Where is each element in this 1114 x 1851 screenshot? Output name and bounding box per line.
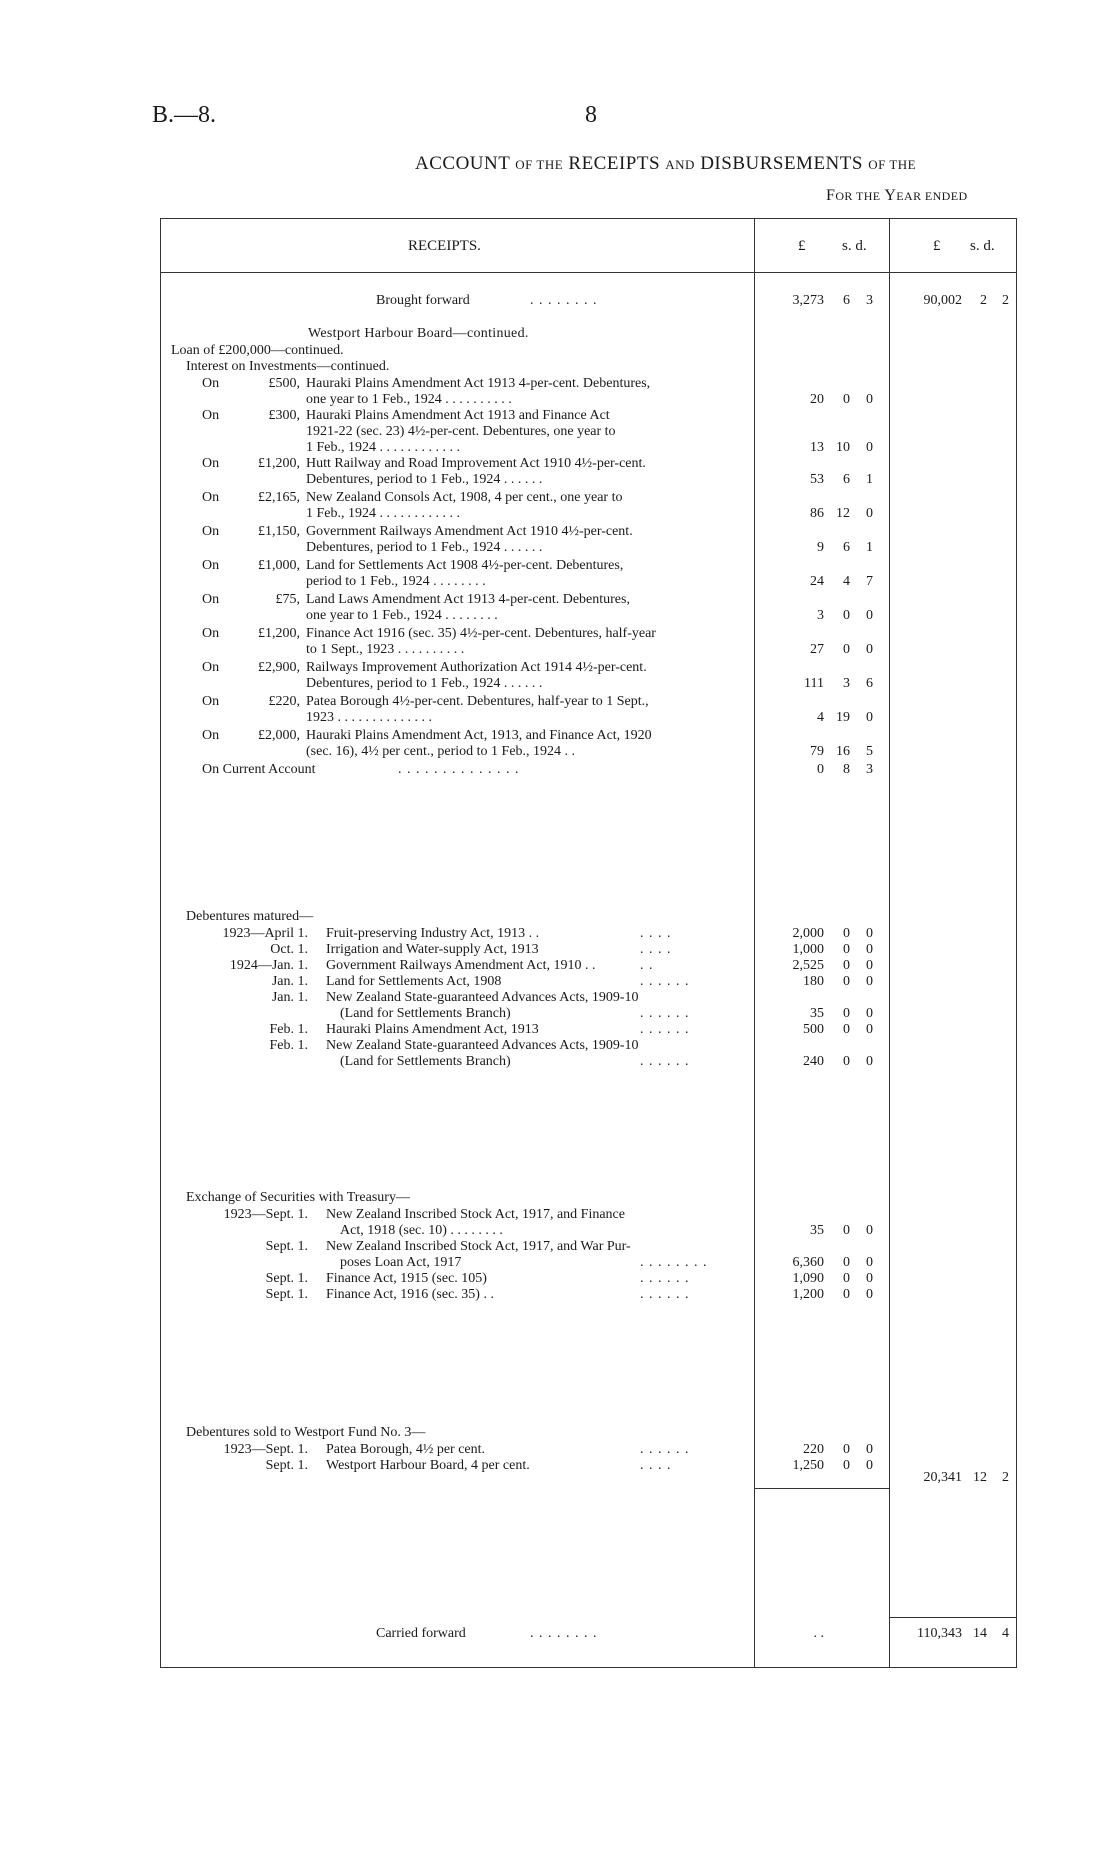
shillings: 0 xyxy=(843,1223,850,1238)
shillings: 0 xyxy=(843,1054,850,1069)
pounds: 6,360 xyxy=(792,1255,824,1270)
item-amount: £2,165, xyxy=(258,490,300,505)
shillings: 4 xyxy=(843,574,850,589)
item-description: 1921-22 (sec. 23) 4½-per-cent. Debentures, one year to xyxy=(306,424,616,439)
sold-heading: Debentures sold to Westport Fund No. 3— xyxy=(186,1425,426,1440)
pounds: 2,000 xyxy=(792,926,824,941)
item-prefix: On xyxy=(202,490,220,505)
subtitle-part: F xyxy=(826,187,836,204)
ledger-line xyxy=(0,1442,1114,1458)
item-amount: £1,200, xyxy=(258,626,300,641)
item-prefix: On xyxy=(202,524,220,539)
ledger-line xyxy=(0,974,1114,990)
item-description: Finance Act 1916 (sec. 35) 4½-per-cent. Debentures, half-year xyxy=(306,626,656,641)
item-date: 1923—Sept. 1. xyxy=(223,1442,308,1457)
interest-item-line xyxy=(0,626,1114,642)
leader-dots: . . . . . . xyxy=(640,1022,690,1037)
item-date: Oct. 1. xyxy=(270,942,308,957)
item-amount: £1,000, xyxy=(258,558,300,573)
pence: 0 xyxy=(866,392,873,407)
item-description: (Land for Settlements Branch) xyxy=(340,1006,511,1021)
interest-item-line xyxy=(0,728,1114,744)
empty-marker: . . xyxy=(813,1626,824,1641)
table-bottom-rule xyxy=(160,1667,1016,1668)
item-description: Land for Settlements Act 1908 4½-per-cent. Debentures, xyxy=(306,558,624,573)
ledger-line xyxy=(0,1022,1114,1038)
current-account-row xyxy=(0,762,1114,778)
item-description: Land Laws Amendment Act 1913 4-per-cent. Debentures, xyxy=(306,592,630,607)
pounds: 24 xyxy=(810,574,824,589)
shillings: 2 xyxy=(980,293,987,308)
item-description: Government Railways Amendment Act, 1910 . . xyxy=(326,958,596,973)
shillings-pence-header: s. d. xyxy=(970,238,995,254)
pounds: 90,002 xyxy=(923,293,962,308)
interest-item-line xyxy=(0,506,1114,522)
shillings: 8 xyxy=(843,762,850,777)
loan-heading: Loan of £200,000—continued. xyxy=(171,343,344,358)
item-description: Debentures, period to 1 Feb., 1924 . . . . . . xyxy=(306,676,543,691)
interest-item-line xyxy=(0,490,1114,506)
pounds: 13 xyxy=(810,440,824,455)
item-amount: £220, xyxy=(268,694,300,709)
pounds: 240 xyxy=(803,1054,824,1069)
pence: 0 xyxy=(866,440,873,455)
pounds: 27 xyxy=(810,642,824,657)
account-subtitle xyxy=(826,187,968,205)
leader-dots: . . . . . . . . . . . . . . xyxy=(398,762,520,777)
debentures-matured-heading: Debentures matured— xyxy=(186,909,314,924)
interest-item-line xyxy=(0,660,1114,676)
item-description: Land for Settlements Act, 1908 xyxy=(326,974,502,989)
item-date: Feb. 1. xyxy=(269,1022,308,1037)
account-title xyxy=(415,153,916,175)
ledger-line xyxy=(0,1239,1114,1255)
pence: 0 xyxy=(866,1458,873,1473)
pence: 0 xyxy=(866,926,873,941)
subtitle-part: Y xyxy=(884,187,897,204)
exchange-heading: Exchange of Securities with Treasury— xyxy=(186,1190,410,1205)
leader-dots: . . . . . . xyxy=(640,1054,690,1069)
shillings: 6 xyxy=(843,472,850,487)
item-description: one year to 1 Feb., 1924 . . . . . . . . . . xyxy=(306,392,512,407)
section-heading: Westport Harbour Board—continued. xyxy=(308,326,529,341)
pence: 0 xyxy=(866,1287,873,1302)
item-prefix: On xyxy=(202,626,220,641)
item-description: Debentures, period to 1 Feb., 1924 . . . . . . xyxy=(306,472,543,487)
item-description: New Zealand Inscribed Stock Act, 1917, and War Pur- xyxy=(326,1239,631,1254)
ledger-line xyxy=(0,990,1114,1006)
item-description: Hauraki Plains Amendment Act, 1913, and Finance Act, 1920 xyxy=(306,728,652,743)
interest-item-line xyxy=(0,472,1114,488)
pounds: 1,250 xyxy=(792,1458,824,1473)
item-description: period to 1 Feb., 1924 . . . . . . . . xyxy=(306,574,486,589)
subtitle-part: OR THE xyxy=(835,189,881,203)
item-description: Hauraki Plains Amendment Act 1913 and Finance Act xyxy=(306,408,610,423)
item-date: 1923—April 1. xyxy=(222,926,308,941)
item-amount: £500, xyxy=(268,376,300,391)
item-date: Sept. 1. xyxy=(265,1458,308,1473)
ledger-line xyxy=(0,1054,1114,1070)
item-description: 1 Feb., 1924 . . . . . . . . . . . . xyxy=(306,440,460,455)
shillings: 12 xyxy=(836,506,850,521)
interest-item-line xyxy=(0,440,1114,456)
item-prefix: On xyxy=(202,408,220,423)
pence: 0 xyxy=(866,642,873,657)
pounds: 86 xyxy=(810,506,824,521)
item-amount: £2,900, xyxy=(258,660,300,675)
pence: 5 xyxy=(866,744,873,759)
pence: 0 xyxy=(866,1022,873,1037)
shillings: 10 xyxy=(836,440,850,455)
row-label: Brought forward xyxy=(376,293,470,308)
shillings: 0 xyxy=(843,1006,850,1021)
pence: 0 xyxy=(866,506,873,521)
pence: 0 xyxy=(866,1255,873,1270)
pounds: 110,343 xyxy=(917,1626,962,1641)
pounds: 20,341 xyxy=(923,1470,962,1485)
pounds: 53 xyxy=(810,472,824,487)
item-description: New Zealand State-guaranteed Advances Acts, 1909-10 xyxy=(326,990,639,1005)
ledger-line xyxy=(0,1287,1114,1303)
item-prefix: On xyxy=(202,376,220,391)
shillings: 0 xyxy=(843,1022,850,1037)
pounds: 220 xyxy=(803,1442,824,1457)
item-description: Westport Harbour Board, 4 per cent. xyxy=(326,1458,530,1473)
item-description: Finance Act, 1916 (sec. 35) . . xyxy=(326,1287,494,1302)
interest-item-line xyxy=(0,574,1114,590)
ledger-line xyxy=(0,1255,1114,1271)
pounds: 3,273 xyxy=(792,293,824,308)
title-word: DISBURSEMENTS xyxy=(700,153,863,174)
header-bottom-rule xyxy=(160,272,1016,273)
pence: 3 xyxy=(866,762,873,777)
ledger-line xyxy=(0,942,1114,958)
shillings: 0 xyxy=(843,974,850,989)
interest-item-line xyxy=(0,642,1114,658)
pounds: 9 xyxy=(817,540,824,555)
receipts-header: RECEIPTS. xyxy=(408,238,481,254)
shillings: 0 xyxy=(843,1458,850,1473)
page-number: 8 xyxy=(585,102,597,128)
pound-header: £ xyxy=(798,238,806,254)
ledger-line xyxy=(0,1038,1114,1054)
pounds: 1,000 xyxy=(792,942,824,957)
title-word: ACCOUNT xyxy=(415,153,510,174)
interest-item-line xyxy=(0,456,1114,472)
item-amount: £300, xyxy=(268,408,300,423)
pence: 2 xyxy=(1002,1470,1009,1485)
pounds: 3 xyxy=(817,608,824,623)
shillings: 12 xyxy=(973,1470,987,1485)
pounds: 20 xyxy=(810,392,824,407)
leader-dots: . . . . . . xyxy=(640,1442,690,1457)
pence: 0 xyxy=(866,942,873,957)
pence: 0 xyxy=(866,608,873,623)
item-date: 1924—Jan. 1. xyxy=(229,958,308,973)
shillings: 0 xyxy=(843,942,850,957)
pence: 0 xyxy=(866,710,873,725)
pounds: 35 xyxy=(810,1223,824,1238)
item-description: Railways Improvement Authorization Act 1914 4½-per-cent. xyxy=(306,660,647,675)
item-amount: £2,000, xyxy=(258,728,300,743)
table-top-rule xyxy=(160,218,1016,219)
shillings: 0 xyxy=(843,958,850,973)
interest-item-line xyxy=(0,694,1114,710)
interest-item-line xyxy=(0,424,1114,440)
shillings: 0 xyxy=(843,1287,850,1302)
shillings: 16 xyxy=(836,744,850,759)
pound-header: £ xyxy=(933,238,941,254)
interest-item-line xyxy=(0,676,1114,692)
item-description: Debentures, period to 1 Feb., 1924 . . . . . . xyxy=(306,540,543,555)
pence: 0 xyxy=(866,1006,873,1021)
interest-heading: Interest on Investments—continued. xyxy=(186,359,390,374)
shillings-pence-header: s. d. xyxy=(842,238,867,254)
item-description: Hauraki Plains Amendment Act 1913 4-per-cent. Debentures, xyxy=(306,376,651,391)
interest-item-line xyxy=(0,710,1114,726)
pounds: 0 xyxy=(817,762,824,777)
item-description: Hauraki Plains Amendment Act, 1913 xyxy=(326,1022,539,1037)
item-description: 1 Feb., 1924 . . . . . . . . . . . . xyxy=(306,506,460,521)
pounds: 4 xyxy=(817,710,824,725)
shillings: 0 xyxy=(843,1271,850,1286)
item-description: Government Railways Amendment Act 1910 4½-per-cent. xyxy=(306,524,633,539)
interest-item-line xyxy=(0,744,1114,760)
pounds: 180 xyxy=(803,974,824,989)
shillings: 3 xyxy=(843,676,850,691)
item-date: Sept. 1. xyxy=(265,1271,308,1286)
shillings: 6 xyxy=(843,540,850,555)
shillings: 19 xyxy=(836,710,850,725)
interest-item-line xyxy=(0,592,1114,608)
ledger-line xyxy=(0,1207,1114,1223)
shillings: 14 xyxy=(973,1626,987,1641)
brought-forward-row xyxy=(0,293,1114,309)
page-reference: B.—8. xyxy=(152,102,217,128)
pounds: 1,200 xyxy=(792,1287,824,1302)
carried-forward-row xyxy=(0,1626,1114,1642)
item-description: Act, 1918 (sec. 10) . . . . . . . . xyxy=(340,1223,503,1238)
ledger-line xyxy=(0,926,1114,942)
interest-item-line xyxy=(0,558,1114,574)
ledger-line xyxy=(0,958,1114,974)
item-date: Sept. 1. xyxy=(265,1239,308,1254)
item-prefix: On xyxy=(202,728,220,743)
row-label: On Current Account xyxy=(202,762,316,777)
pence: 0 xyxy=(866,1223,873,1238)
item-amount: £75, xyxy=(275,592,300,607)
pence: 4 xyxy=(1002,1626,1009,1641)
item-description: Finance Act, 1915 (sec. 105) xyxy=(326,1271,487,1286)
pence: 0 xyxy=(866,958,873,973)
pounds: 2,525 xyxy=(792,958,824,973)
item-description: New Zealand State-guaranteed Advances Acts, 1909-10 xyxy=(326,1038,639,1053)
row-label: Carried forward xyxy=(376,1626,466,1641)
title-word: AND xyxy=(665,157,695,172)
leader-dots: . . . . . . xyxy=(640,1006,690,1021)
leader-dots: . . . . xyxy=(640,926,672,941)
interest-item-line xyxy=(0,376,1114,392)
item-description: (sec. 16), 4½ per cent., period to 1 Feb., 1924 . . xyxy=(306,744,576,759)
shillings: 0 xyxy=(843,1442,850,1457)
pence: 0 xyxy=(866,974,873,989)
leader-dots: . . . . . . xyxy=(640,1271,690,1286)
item-description: poses Loan Act, 1917 xyxy=(340,1255,462,1270)
item-amount: £1,200, xyxy=(258,456,300,471)
shillings: 0 xyxy=(843,926,850,941)
item-prefix: On xyxy=(202,558,220,573)
pence: 0 xyxy=(866,1442,873,1457)
interest-item-line xyxy=(0,408,1114,424)
ledger-line xyxy=(0,1271,1114,1287)
pounds: 111 xyxy=(804,676,824,691)
interest-item-line xyxy=(0,524,1114,540)
item-date: Jan. 1. xyxy=(271,974,308,989)
interest-item-line xyxy=(0,608,1114,624)
title-word: OF THE xyxy=(868,157,917,172)
pounds: 35 xyxy=(810,1006,824,1021)
leader-dots: . . . . xyxy=(640,1458,672,1473)
interest-item-line xyxy=(0,540,1114,556)
leader-dots: . . xyxy=(640,958,654,973)
leader-dots: . . . . . . . . xyxy=(530,293,598,308)
ledger-line xyxy=(0,1006,1114,1022)
leader-dots: . . . . . . xyxy=(640,1287,690,1302)
item-date: Sept. 1. xyxy=(265,1287,308,1302)
item-description: Patea Borough, 4½ per cent. xyxy=(326,1442,486,1457)
item-prefix: On xyxy=(202,592,220,607)
item-description: one year to 1 Feb., 1924 . . . . . . . . xyxy=(306,608,498,623)
leader-dots: . . . . . . . . xyxy=(640,1255,708,1270)
total-rule xyxy=(889,1617,1016,1618)
title-word: RECEIPTS xyxy=(568,153,661,174)
sold-total-row xyxy=(0,1470,1114,1486)
item-date: Feb. 1. xyxy=(269,1038,308,1053)
leader-dots: . . . . xyxy=(640,942,672,957)
item-description: Irrigation and Water-supply Act, 1913 xyxy=(326,942,539,957)
item-description: (Land for Settlements Branch) xyxy=(340,1054,511,1069)
subtotal-rule xyxy=(754,1488,889,1489)
item-amount: £1,150, xyxy=(258,524,300,539)
pence: 1 xyxy=(866,472,873,487)
shillings: 6 xyxy=(843,293,850,308)
pence: 7 xyxy=(866,574,873,589)
item-description: Fruit-preserving Industry Act, 1913 . . xyxy=(326,926,540,941)
pence: 1 xyxy=(866,540,873,555)
pence: 2 xyxy=(1002,293,1009,308)
shillings: 0 xyxy=(843,392,850,407)
shillings: 0 xyxy=(843,608,850,623)
item-prefix: On xyxy=(202,456,220,471)
item-description: Hutt Railway and Road Improvement Act 1910 4½-per-cent. xyxy=(306,456,646,471)
shillings: 0 xyxy=(843,1255,850,1270)
item-description: 1923 . . . . . . . . . . . . . . xyxy=(306,710,432,725)
pence: 3 xyxy=(866,293,873,308)
pence: 0 xyxy=(866,1271,873,1286)
item-date: 1923—Sept. 1. xyxy=(223,1207,308,1222)
pounds: 500 xyxy=(803,1022,824,1037)
item-description: to 1 Sept., 1923 . . . . . . . . . . xyxy=(306,642,465,657)
item-description: New Zealand Inscribed Stock Act, 1917, and Finance xyxy=(326,1207,625,1222)
pounds: 1,090 xyxy=(792,1271,824,1286)
title-word: OF THE xyxy=(515,157,564,172)
ledger-line xyxy=(0,1223,1114,1239)
item-prefix: On xyxy=(202,660,220,675)
shillings: 0 xyxy=(843,642,850,657)
pence: 6 xyxy=(866,676,873,691)
item-description: New Zealand Consols Act, 1908, 4 per cent., one year to xyxy=(306,490,623,505)
pence: 0 xyxy=(866,1054,873,1069)
item-date: Jan. 1. xyxy=(271,990,308,1005)
interest-item-line xyxy=(0,392,1114,408)
item-description: Patea Borough 4½-per-cent. Debentures, half-year to 1 Sept., xyxy=(306,694,649,709)
pounds: 79 xyxy=(810,744,824,759)
subtitle-part: EAR ENDED xyxy=(896,189,968,203)
leader-dots: . . . . . . xyxy=(640,974,690,989)
item-prefix: On xyxy=(202,694,220,709)
leader-dots: . . . . . . . . xyxy=(530,1626,598,1641)
